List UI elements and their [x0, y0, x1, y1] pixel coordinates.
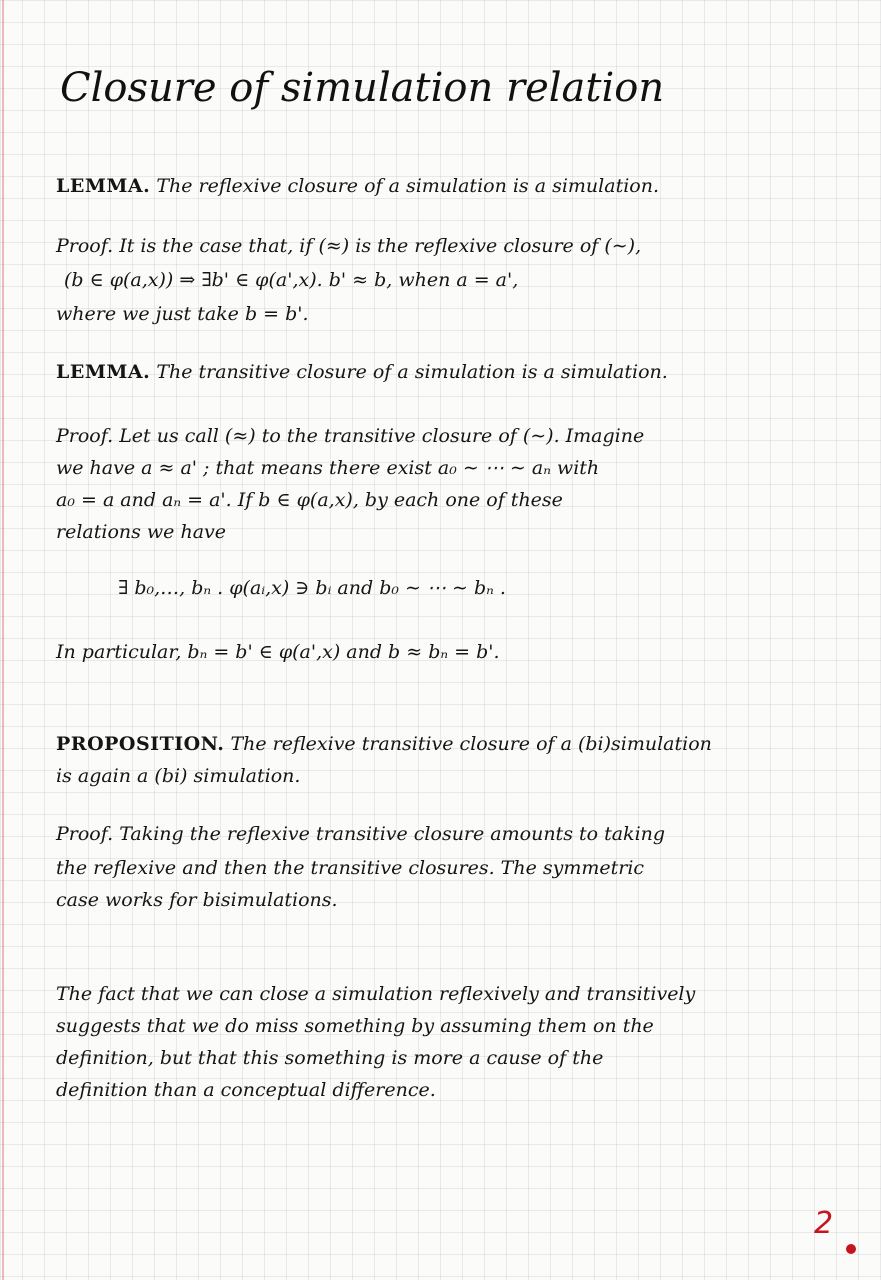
lemma2-statement-line	[56, 358, 856, 386]
page-title: Closure of simulation relation	[60, 65, 665, 111]
lemma2-conclusion: In particular, bₙ = b' ∈ φ(a',x) and b ≈ bₙ = b'.	[56, 641, 500, 663]
page-number: 2	[814, 1206, 834, 1241]
remark-line-4: definition than a conceptual difference.	[56, 1079, 436, 1101]
proposition-label: PROPOSITION.	[56, 733, 225, 755]
proposition-statement-line-2: is again a (bi) simulation.	[56, 765, 301, 787]
proposition-proof-line-3: case works for bisimulations.	[56, 889, 338, 911]
lemma1-label: LEMMA.	[56, 175, 151, 197]
lemma2-proof-label: Proof.	[56, 425, 114, 447]
lemma1-statement-line	[56, 172, 856, 200]
remark-line-3: definition, but that this something is more a cause of the	[56, 1047, 604, 1069]
lemma2-proof-line-3: a₀ = a and aₙ = a'. If b ∈ φ(a,x), by each one of these	[56, 489, 563, 511]
page-number-dot	[846, 1244, 856, 1254]
lemma1-proof-label: Proof.	[56, 235, 114, 257]
lemma1-statement: The reflexive closure of a simulation is a simulation.	[156, 175, 660, 197]
lemma2-label: LEMMA.	[56, 361, 151, 383]
proposition-proof-line-1	[56, 820, 856, 848]
lemma1-proof-line-1	[56, 232, 856, 260]
lemma2-statement: The transitive closure of a simulation is a simulation.	[156, 361, 668, 383]
lemma1-proof-text: It is the case that, if (≈) is the reflexive closure of (∼),	[119, 235, 642, 257]
lemma2-proof-line-4: relations we have	[56, 521, 226, 543]
lemma2-proof-line-2: we have a ≈ a' ; that means there exist a₀ ∼ ⋯ ∼ aₙ with	[56, 457, 600, 479]
remark-line-2: suggests that we do miss something by assuming them on the	[56, 1015, 654, 1037]
lemma1-proof-line-3: where we just take b = b'.	[56, 303, 309, 325]
proposition-statement-line-1	[56, 730, 856, 758]
proposition-proof-line-2: the reflexive and then the transitive closures. The symmetric	[56, 857, 645, 879]
lemma1-proof-line-2: (b ∈ φ(a,x)) ⇒ ∃b' ∈ φ(a',x). b' ≈ b, when a = a',	[64, 269, 519, 291]
lemma2-proof-text: Let us call (≈) to the transitive closure of (∼). Imagine	[119, 425, 645, 447]
remark-line-1: The fact that we can close a simulation reflexively and transitively	[56, 983, 696, 1005]
proposition-proof-text: Taking the reflexive transitive closure amounts to taking	[119, 823, 666, 845]
proposition-statement: The reflexive transitive closure of a (bi)simulation	[230, 733, 712, 755]
lemma2-formula: ∃ b₀,…, bₙ . φ(aᵢ,x) ∋ bᵢ and b₀ ∼ ⋯ ∼ bₙ .	[118, 577, 506, 599]
proposition-proof-label: Proof.	[56, 823, 114, 845]
lemma2-proof-line-1	[56, 422, 856, 450]
